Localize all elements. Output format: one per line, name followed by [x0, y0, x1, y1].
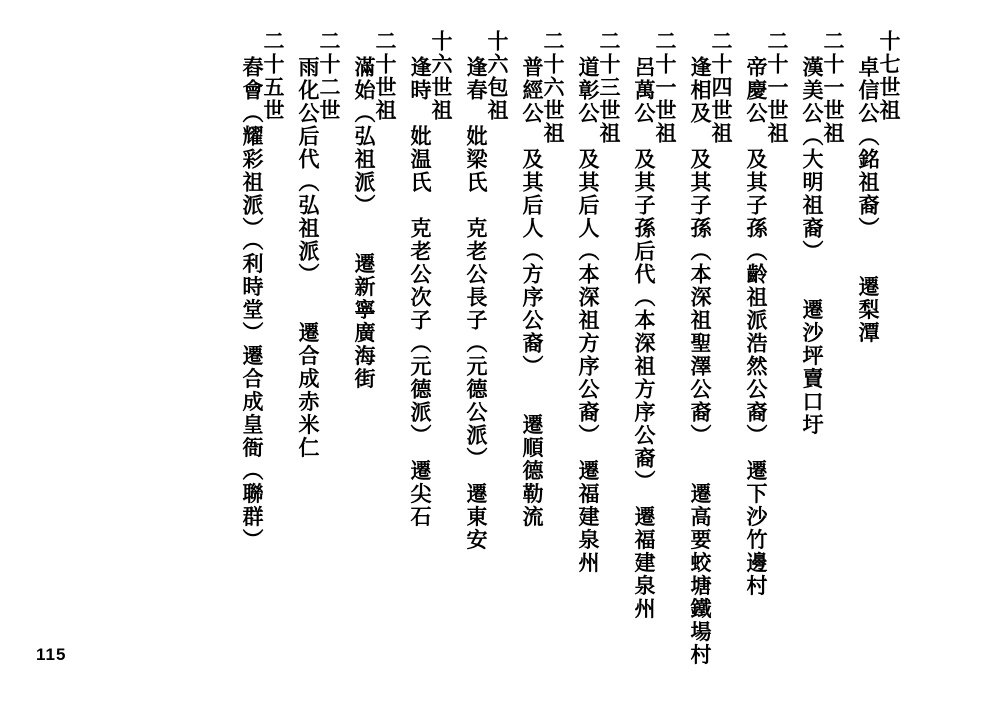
generation-label: 十六包祖: [485, 30, 510, 122]
text-column: [242, 30, 284, 630]
text-column: [354, 30, 396, 630]
entry-text: 漢美公（大明祖裔） 遷沙坪賣口圩: [800, 56, 825, 437]
text-column: [634, 30, 676, 630]
entry-text: 呂萬公 及其子孫后代（本深祖方序公裔） 遷福建泉州: [632, 56, 657, 621]
text-column: [858, 30, 900, 630]
entry-text: 逢春 妣梁氏 克老公長子（元德公派） 遷東安: [464, 56, 489, 552]
entry-text: 帝慶公 及其子孫（齡祖派浩然公裔） 遷下沙竹邊村: [744, 56, 769, 598]
vertical-text-columns: [180, 30, 902, 667]
generation-label: 二十一世祖: [821, 30, 846, 145]
text-column: [466, 30, 508, 630]
entry-text: 卓信公（銘祖裔） 遷梨潭: [856, 56, 881, 345]
generation-label: 二十五世: [261, 30, 286, 122]
text-column: [298, 30, 340, 630]
entry-text: 雨化公后代（弘祖派） 遷合成赤米仁: [296, 56, 321, 460]
page-number: 115: [36, 645, 67, 664]
generation-label: 十七世祖: [877, 30, 902, 122]
text-column: [522, 30, 564, 630]
entry-text: 逢時 妣温氏 克老公次子（元德派） 遷尖石: [408, 56, 433, 529]
text-column: [746, 30, 788, 630]
generation-label: 二十三世祖: [597, 30, 622, 145]
entry-text: 滿始（弘祖派） 遷新寧廣海街: [352, 56, 377, 391]
generation-label: 二十一世祖: [765, 30, 790, 145]
text-column: [410, 30, 452, 630]
generation-label: 十六世祖: [429, 30, 454, 122]
generation-label: 二十四世祖: [709, 30, 734, 145]
entry-text: 普經公 及其后人（方序公裔） 遷順德勒流: [520, 56, 545, 529]
generation-label: 二十六世祖: [541, 30, 566, 145]
text-column: [578, 30, 620, 630]
generation-label: 二十世祖: [373, 30, 398, 122]
entry-text: 道彰公 及其后人（本深祖方序公裔） 遷福建泉州: [576, 56, 601, 575]
entry-text: 舂會（耀彩祖派）（利時堂）遷合成皇衙（聯群）: [240, 56, 265, 552]
entry-text: 逢相及 及其子孫（本深祖聖澤公裔） 遷高要蛟塘鐵場村: [688, 56, 713, 667]
text-column: [688, 30, 734, 667]
generation-label: 二十一世祖: [653, 30, 678, 145]
generation-label: 二十二世: [317, 30, 342, 122]
text-column: [802, 30, 844, 630]
